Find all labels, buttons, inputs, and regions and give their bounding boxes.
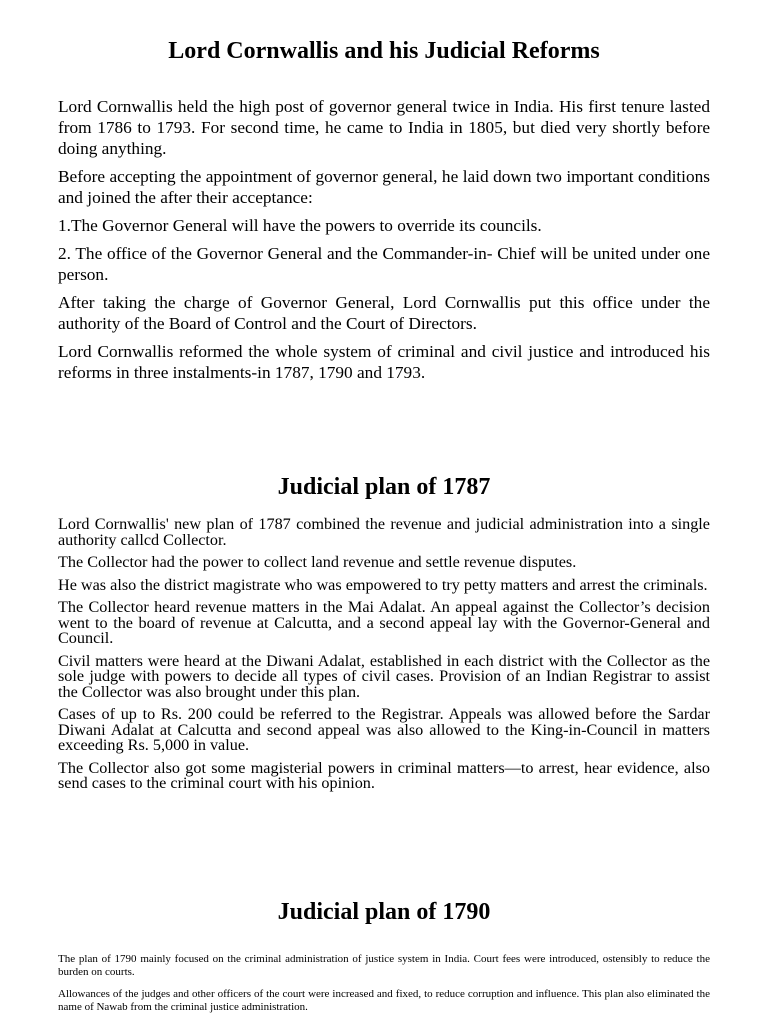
intro-paragraph: After taking the charge of Governor General, Lord Cornwallis put this office under the authority of the Board of Control and the Court of Directors. (58, 293, 710, 333)
section-paragraph: Lord Cornwallis' new plan of 1787 combined the revenue and judicial administration into a single authority callcd Collector. (58, 515, 710, 549)
section-paragraph: The plan of 1790 mainly focused on the criminal administration of justice system in India. Court fees were introduced, ostensibly to reduce the burden on courts. (58, 953, 710, 978)
section-paragraph: He was also the district magistrate who was empowered to try petty matters and arrest the criminals. (58, 575, 708, 594)
section-heading-1787: Judicial plan of 1787 (277, 474, 491, 500)
section-heading-1790: Judicial plan of 1790 (277, 899, 491, 925)
section-1787 (58, 517, 710, 799)
intro-paragraph: Lord Cornwallis reformed the whole system of criminal and civil justice and introduced his reforms in three instalments-in 1787, 1790 and 1793. (58, 342, 710, 382)
section-paragraph: Civil matters were heard at the Diwani Adalat, established in each district with the Collector as the sole judge with powers to decide all types of civil cases. Provision of an Indian Registrar to assist the Collector was also brought under this plan. (58, 651, 710, 701)
intro-paragraph: Before accepting the appointment of governor general, he laid down two important conditions and joined the after their acceptance: (58, 167, 710, 207)
condition-item: 1.The Governor General will have the powers to override its councils. (58, 216, 542, 235)
section-1790 (58, 953, 710, 1023)
intro-paragraph: Lord Cornwallis held the high post of governor general twice in India. His first tenure lasted from 1786 to 1793. For second time, he came to India in 1805, but died very shortly before doing anything. (58, 97, 710, 158)
intro-section (58, 96, 710, 390)
condition-item: 2. The office of the Governor General and the Commander-in- Chief will be united under one person. (58, 244, 710, 284)
page-title: Lord Cornwallis and his Judicial Reforms (168, 38, 600, 64)
section-paragraph: Cases of up to Rs. 200 could be referred to the Registrar. Appeals was allowed before the Sardar Diwani Adalat at Calcutta and second appeal was also allowed to the King-in-Council in matters exceeding Rs. 5,000 in value. (58, 705, 710, 754)
section-paragraph: The Collector heard revenue matters in the Mai Adalat. An appeal against the Collector’s decision went to the board of revenue at Calcutta, and a second appeal lay with the Governor-General and Council. (58, 598, 710, 647)
section-paragraph: Allowances of the judges and other officers of the court were increased and fixed, to reduce corruption and influence. This plan also eliminated the name of Nawab from the criminal justice administration. (58, 988, 710, 1013)
section-paragraph: The Collector had the power to collect land revenue and settle revenue disputes. (58, 553, 577, 571)
section-paragraph: The Collector also got some magisterial powers in criminal matters—to arrest, hear evidence, also send cases to the criminal court with his opinion. (58, 758, 710, 792)
